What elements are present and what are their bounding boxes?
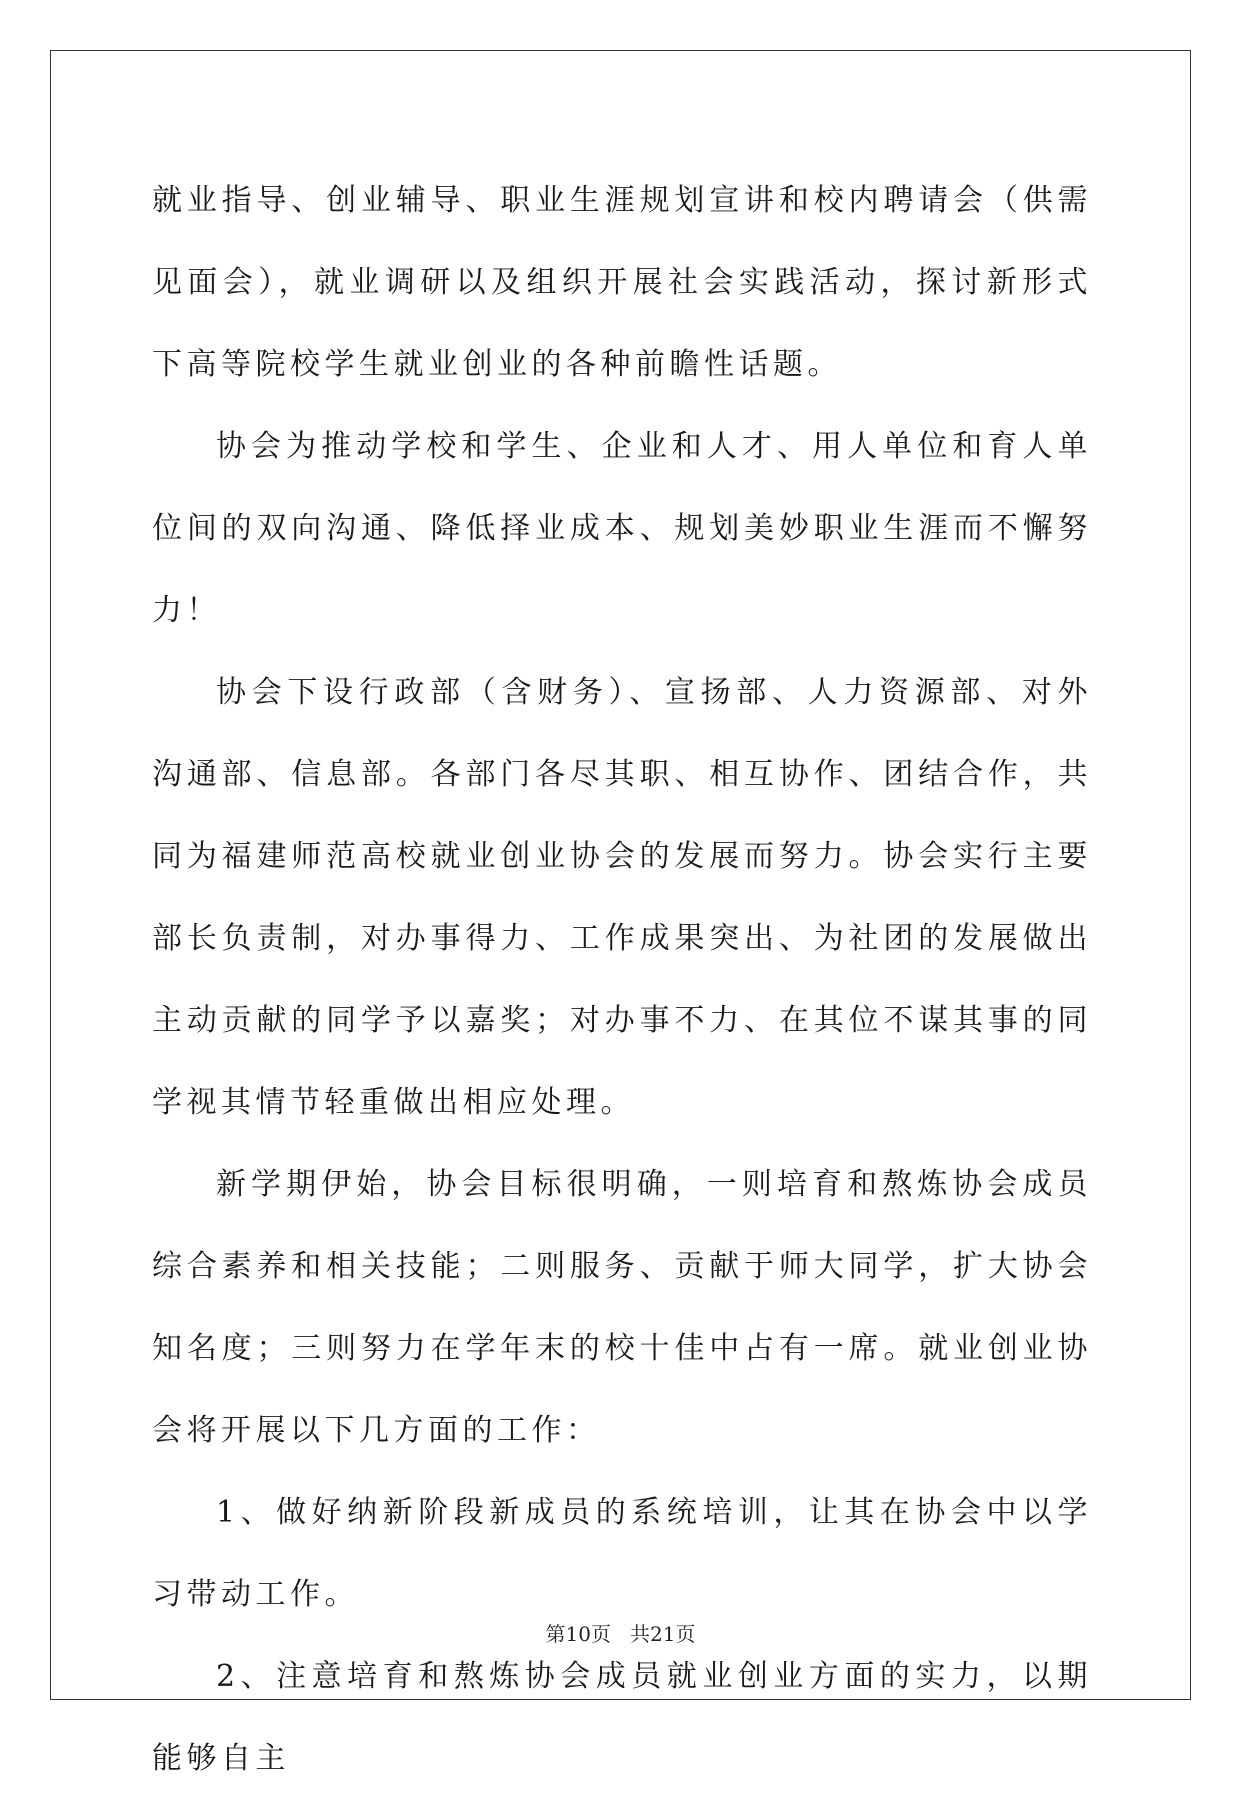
paragraph-semester-goals: 新学期伊始，协会目标很明确，一则培育和熬炼协会成员综合素养和相关技能；二则服务、贡献于师大同学，扩大协会知名度；三则努力在学年末的校十佳中占有一席。就业创业协会将开展以下几方面的工作： (152, 1167, 1092, 1448)
paragraph-association-purpose: 协会为推动学校和学生、企业和人才、用人单位和育人单位间的双向沟通、降低择业成本、规划美妙职业生涯而不懈努力！ (152, 429, 1092, 628)
paragraph-departments: 协会下设行政部（含财务）、宣扬部、人力资源部、对外沟通部、信息部。各部门各尽其职、相互协作、团结合作，共同为福建师范高校就业创业协会的发展而努力。协会实行主要部长负责制，对办事得力、工作成果突出、为社团的发展做出主动贡献的同学予以嘉奖；对办事不力、在其位不谋其事的同学视其情节轻重做出相应处理。 (152, 675, 1092, 1120)
paragraph-item-2: 2、注意培育和熬炼协会成员就业创业方面的实力，以期能够自主 (152, 1659, 1092, 1776)
paragraph-continuation: 就业指导、创业辅导、职业生涯规划宣讲和校内聘请会（供需见面会），就业调研以及组织开展社会实践活动，探讨新形式下高等院校学生就业创业的各种前瞻性话题。 (152, 183, 1092, 382)
paragraph-item-1: 1、做好纳新阶段新成员的系统培训，让其在协会中以学习带动工作。 (152, 1495, 1092, 1612)
page-footer (0, 1618, 1241, 1647)
page-total: 共21页 (630, 1622, 696, 1646)
page-number: 第10页 (545, 1622, 611, 1646)
document-body (152, 160, 1092, 1800)
